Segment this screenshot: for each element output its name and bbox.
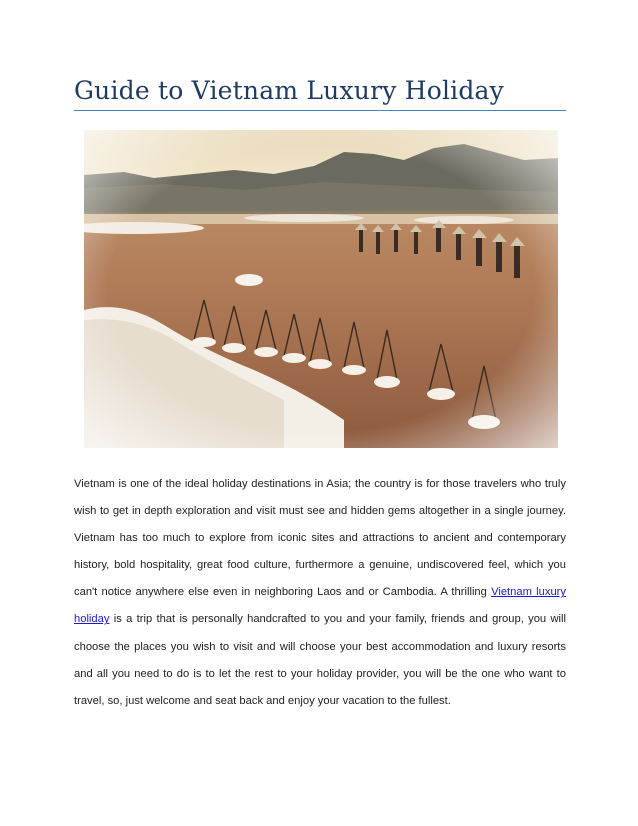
body-paragraph	[74, 471, 566, 715]
vietnam-luxury-holiday-link[interactable]: Vietnam luxury holiday	[74, 586, 566, 626]
salt-fields-photo	[84, 130, 558, 448]
paragraph-text-start: Vietnam is one of the ideal holiday destinations in Asia; the country is for those travelers who truly wish to get in depth exploration and visit must see and hidden gems altogether in a single journey. Vietnam has too much to explore from iconic sites and attractions to ancient and contemporary history, bold hospitality, great food culture, furthermore a genuine, undiscovered feel, which you can't notice anywhere else even in neighboring Laos and or Cambodia. A thrilling	[74, 478, 566, 599]
title-underline	[74, 110, 566, 111]
paragraph-text-end: is a trip that is personally handcrafted to you and your family, friends and group, you will choose the places you wish to visit and will choose your best accommodation and luxury resorts and all you need to do is to let the rest to your holiday provider, you will be the one who want to travel, so, just welcome and seat back and enjoy your vacation to the fullest.	[74, 613, 566, 707]
page-title: Guide to Vietnam Luxury Holiday	[74, 76, 504, 105]
